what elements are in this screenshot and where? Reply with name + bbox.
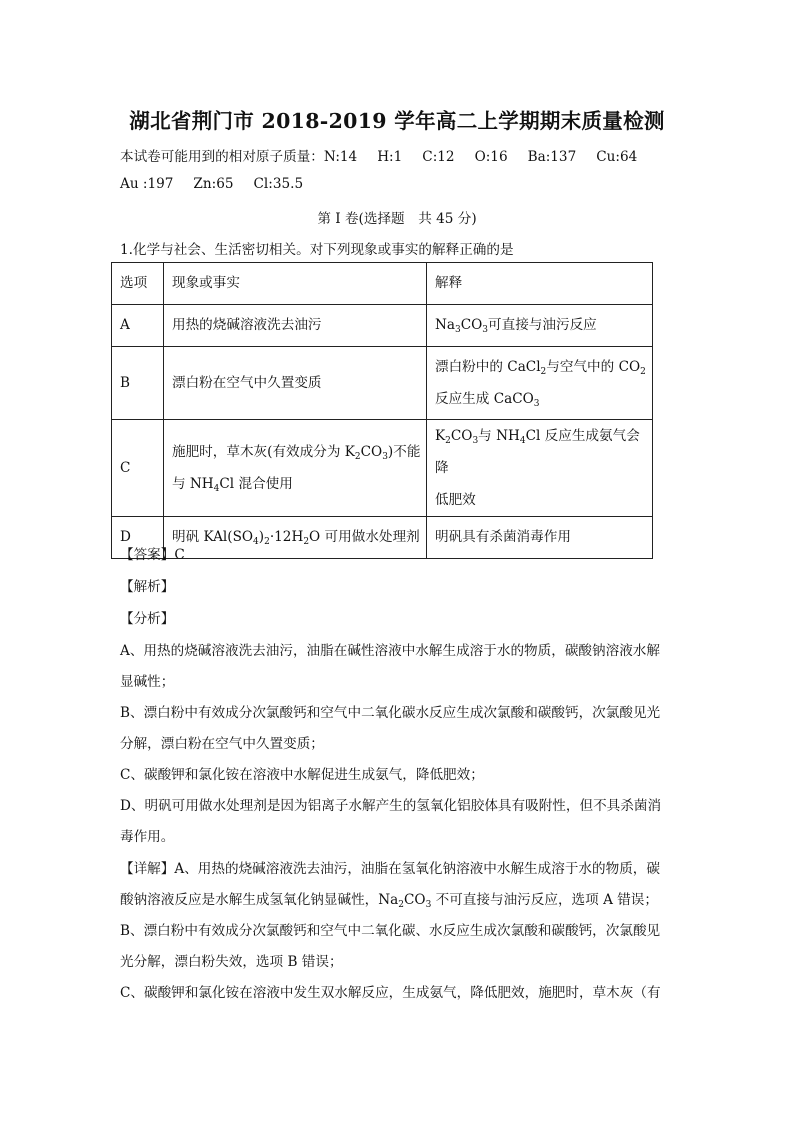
atomic-masses-intro: 本试卷可能用到的相对原子质量：N:14 bbox=[120, 149, 358, 165]
xiangjie-paragraph-line: C、碳酸钾和氯化铵在溶液中发生双水解反应，生成氨气，降低肥效，施肥时，草木灰（有 bbox=[120, 985, 661, 1001]
atomic-mass-item: Zn:65 bbox=[193, 176, 234, 192]
fact-cell: 用热的烧碱溶液洗去油污 bbox=[164, 305, 427, 347]
table-row bbox=[112, 420, 653, 517]
table-row bbox=[112, 347, 653, 420]
atomic-masses-line-1 bbox=[120, 145, 637, 165]
atomic-masses-line-2 bbox=[120, 176, 303, 192]
xiangjie-paragraph-line: 酸钠溶液反应是水解生成氢氧化钠显碱性，$Na_2CO_3$ 不可直接与油污反应，选项 A 错误； bbox=[120, 892, 658, 910]
table-header-cell: 选项 bbox=[112, 263, 164, 305]
atomic-mass-item: Au :197 bbox=[120, 176, 174, 192]
fenxi-paragraph-line: B、漂白粉中有效成分次氯酸钙和空气中二氧化碳水反应生成次氯酸和碳酸钙，次氯酸见光 bbox=[120, 705, 661, 721]
section-heading: 第 I 卷(选择题 共 45 分) bbox=[317, 211, 477, 227]
page-title: 湖北省荆门市 2018-2019 学年高二上学期期末质量检测 bbox=[129, 109, 665, 133]
atomic-mass-item: Cu:64 bbox=[596, 149, 638, 165]
table-row bbox=[112, 517, 653, 559]
xiangjie-paragraph-line: 光分解，漂白粉失效，选项 B 错误； bbox=[120, 954, 343, 970]
atomic-mass-item: O:16 bbox=[474, 149, 508, 165]
table-row bbox=[112, 305, 653, 347]
table-header-row bbox=[112, 263, 653, 305]
option-cell: D bbox=[112, 517, 164, 559]
xiangjie-paragraph-line: 【详解】A、用热的烧碱溶液洗去油污，油脂在氢氧化钠溶液中水解生成溶于水的物质，碳 bbox=[120, 861, 660, 877]
atomic-mass-item: Cl:35.5 bbox=[253, 176, 304, 192]
explanation-cell: 漂白粉中的 CaCl$_2$与空气中的 $CO_2$ 反应生成 CaCO$_3$ bbox=[427, 347, 653, 420]
question-stem: 1.化学与社会、生活密切相关。对下列现象或事实的解释正确的是 bbox=[120, 242, 514, 258]
answer-label: 【答案】C bbox=[120, 547, 185, 563]
fact-cell: 漂白粉在空气中久置变质 bbox=[164, 347, 427, 420]
table-header-cell: 现象或事实 bbox=[164, 263, 427, 305]
table-header-cell: 解释 bbox=[427, 263, 653, 305]
analysis-label: 【解析】 bbox=[120, 579, 175, 595]
fact-cell: 明矾 $KAl(SO_4)_2\cdot 12H_2O$ 可用做水处理剂 bbox=[164, 517, 427, 559]
option-cell: A bbox=[112, 305, 164, 347]
option-cell: C bbox=[112, 420, 164, 517]
fenxi-paragraph-line: D、明矾可用做水处理剂是因为铝离子水解产生的氢氧化铝胶体具有吸附性，但不具杀菌消 bbox=[120, 798, 662, 814]
fenxi-paragraph-line: 毒作用。 bbox=[120, 829, 175, 845]
question-table bbox=[111, 262, 653, 559]
explanation-cell: $K_2CO_3$与 $NH_4Cl$ 反应生成氨气会降 低肥效 bbox=[427, 420, 653, 517]
atomic-mass-item: H:1 bbox=[377, 149, 403, 165]
explanation-cell: $Na_3CO_3$可直接与油污反应 bbox=[427, 305, 653, 347]
atomic-mass-item: Ba:137 bbox=[527, 149, 577, 165]
fenxi-paragraph-line: 显碱性； bbox=[120, 674, 175, 690]
option-cell: B bbox=[112, 347, 164, 420]
fenxi-paragraph-line: A、用热的烧碱溶液洗去油污，油脂在碱性溶液中水解生成溶于水的物质，碳酸钠溶液水解 bbox=[120, 643, 660, 659]
xiangjie-paragraph-line: B、漂白粉中有效成分次氯酸钙和空气中二氧化碳、水反应生成次氯酸和碳酸钙，次氯酸见 bbox=[120, 923, 661, 939]
atomic-mass-item: C:12 bbox=[422, 149, 455, 165]
explanation-cell: 明矾具有杀菌消毒作用 bbox=[427, 517, 653, 559]
fenxi-paragraph-line: C、碳酸钾和氯化铵在溶液中水解促进生成氨气，降低肥效； bbox=[120, 767, 484, 783]
fenxi-paragraph-line: 分解，漂白粉在空气中久置变质； bbox=[120, 736, 324, 752]
fact-cell: 施肥时，草木灰(有效成分为 $K_2CO_3$)不能 与 $NH_4Cl$ 混合使用 bbox=[164, 420, 427, 517]
fenxi-label: 【分析】 bbox=[120, 611, 175, 627]
